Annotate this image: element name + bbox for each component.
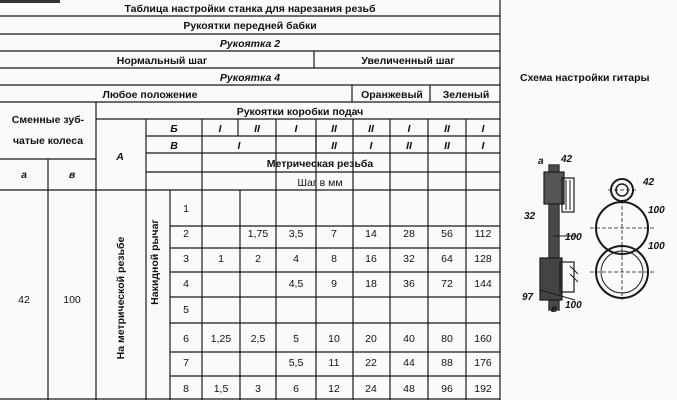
header-metric: Метрическая резьба [266,158,374,170]
pitch-cell: 192 [474,383,492,395]
pitch-cell: 72 [441,278,453,290]
gears-header-line2: чатые колеса [12,135,84,147]
pitch-cell: 1,5 [213,383,229,395]
side-label-metric: На метрической резьбе [115,236,127,360]
gears-header-line1: Сменные зуб- [11,114,85,126]
row-number: 8 [183,383,189,395]
circle-label-100b: 100 [648,241,665,252]
col-v-label: в [68,169,76,181]
header-row4: Рукоятка 4 [219,72,281,84]
header-row1: Рукоятки передней бабки [183,20,317,32]
pitch-cell: 160 [474,333,492,345]
pitch-cell: 36 [403,278,415,290]
scheme-label-100b: 100 [565,300,582,311]
pitch-cell: 48 [403,383,415,395]
b-cell: I [218,123,222,135]
header-pitch: Шаг в мм [297,177,343,189]
pitch-cell: 2,5 [250,333,266,345]
row-number: 4 [183,278,189,290]
b-cell: II [331,123,337,135]
v-cell: II [444,140,450,152]
b-cell: I [481,123,485,135]
scheme-label-100a: 100 [565,232,582,243]
b-cell: II [444,123,450,135]
header-any-position: Любое положение [102,89,198,101]
pitch-cell: 3 [255,383,261,395]
scheme-label-b: в [551,304,558,315]
pitch-cell: 10 [328,333,340,345]
b-cell: I [294,123,298,135]
v-cell: I [369,140,373,152]
scheme-label-42: 42 [561,154,573,165]
pitch-cell: 6 [293,383,299,395]
v-cell: I [237,140,241,152]
row-number: 1 [183,203,189,215]
header-row2: Рукоятка 2 [219,38,281,50]
pitch-cell: 56 [441,228,453,240]
pitch-cell: 40 [403,333,415,345]
pitch-cell: 32 [403,253,415,265]
scheme-label-32: 32 [524,211,536,222]
pitch-cell: 2 [255,253,261,265]
pitch-cell: 5,5 [288,357,304,369]
pitch-cell: 8 [331,253,337,265]
row-number: 2 [183,228,189,240]
pitch-cell: 9 [331,278,337,290]
row-b-label: Б [170,123,178,135]
header-increased: Увеличенный шаг [361,55,455,67]
pitch-cell: 28 [403,228,415,240]
pitch-cell: 4 [293,253,299,265]
side-label-lever: Накидной рычаг [149,219,161,305]
pitch-cell: 144 [474,278,492,290]
row-number: 3 [183,253,189,265]
pitch-cell: 96 [441,383,453,395]
pitch-cell: 128 [474,253,492,265]
table-title: Таблица настройки станка для нарезания резьб [124,3,376,15]
row-number: 6 [183,333,189,345]
gear-circles-drawing [590,179,654,300]
circle-label-42: 42 [643,177,655,188]
header-green: Зеленый [442,89,490,101]
pitch-cell: 176 [474,357,492,369]
v-cell: II [331,140,337,152]
pitch-cell: 16 [365,253,377,265]
pitch-cell: 12 [328,383,340,395]
pitch-cell: 64 [441,253,453,265]
gear-v-value: 100 [63,294,81,306]
header-gearbox: Рукоятки коробки подач [236,106,364,118]
col-a-label: а [21,169,27,181]
v-cell: II [406,140,412,152]
circle-label-100a: 100 [648,205,665,216]
header-orange: Оранжевый [361,89,423,101]
pitch-cell: 1,75 [247,228,269,240]
pitch-cell: 3,5 [288,228,304,240]
pitch-cell: 88 [441,357,453,369]
pitch-cell: 11 [328,357,340,369]
b-cell: II [254,123,260,135]
b-cell: II [368,123,374,135]
pitch-cell: 112 [474,228,492,240]
gear-a-value: 42 [18,294,30,306]
header-normal: Нормальный шаг [116,55,208,67]
pitch-cell: 20 [365,333,377,345]
scheme-title: Схема настройки гитары [520,72,650,84]
row-v-label: В [170,140,178,152]
scheme-label-97: 97 [522,292,534,303]
pitch-cell: 14 [365,228,377,240]
pitch-cell: 5 [293,333,299,345]
pitch-cell: 18 [365,278,377,290]
row-number: 5 [183,304,189,316]
row-number: 7 [183,357,189,369]
pitch-cell: 44 [403,357,415,369]
v-cell: I [481,140,485,152]
scheme-label-a: а [538,156,544,167]
pitch-cell: 1,25 [210,333,232,345]
pitch-cell: 7 [331,228,337,240]
pitch-cell: 1 [218,253,224,265]
pitch-cell: 4,5 [288,278,304,290]
pitch-cell: 24 [365,383,377,395]
pitch-table-body [183,203,492,395]
pitch-cell: 80 [441,333,453,345]
b-cell: I [407,123,411,135]
scan-edge [0,0,60,3]
col-big-a-label: А [116,151,124,163]
pitch-cell: 22 [365,357,377,369]
